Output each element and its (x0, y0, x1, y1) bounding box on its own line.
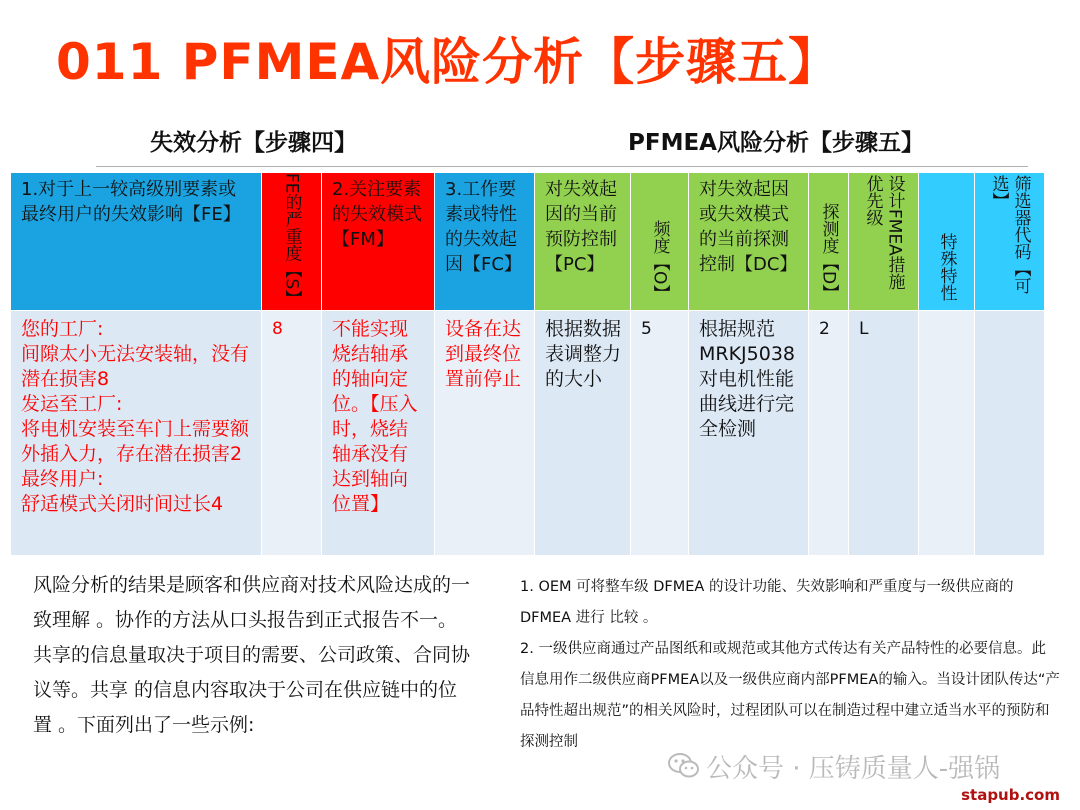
watermark (668, 748, 1000, 787)
site-label: stapub.com (961, 786, 1060, 804)
examples-text (520, 572, 1060, 758)
header-fc: 3.工作要素或特性的失效起因【FC】 (435, 173, 535, 311)
fe-line: 舒适模式关闭时间过长4 (21, 493, 224, 515)
cell-pc: 根据数据表调整力的大小 (535, 311, 631, 556)
header-priority (849, 173, 919, 311)
watermark-text: 公众号 · 压铸质量人-强锅 (706, 754, 1001, 784)
wechat-icon (668, 752, 700, 787)
header-fe: 1.对于上一较高级别要素或最终用户的失效影响【FE】 (11, 173, 262, 311)
fe-line: 最终用户: (21, 468, 104, 490)
header-severity-label: FE的严重度【S】 (281, 173, 302, 307)
header-occurrence (631, 173, 689, 311)
header-detection-label: 探测度【D】 (818, 202, 839, 301)
header-filter (975, 173, 1045, 311)
cell-occurrence: 5 (631, 311, 689, 556)
example-1: 1. OEM 可将整车级 DFMEA 的设计功能、失效影响和严重度与一级供应商的 DFMEA 进行 比较 。 (520, 579, 1014, 626)
header-special-label: 特殊特性 (936, 233, 957, 301)
header-priority-label: 设计FMEA措施优先级 (862, 175, 905, 290)
header-occurrence-label: 频度【O】 (649, 219, 670, 301)
header-dc: 对失效起因或失效模式的当前探测控制【DC】 (689, 173, 809, 311)
risk-analysis-heading: PFMEA风险分析【步骤五】 (628, 130, 924, 156)
cell-dc: 根据规范MRKJ5038对电机性能曲线进行完全检测 (689, 311, 809, 556)
fe-line: 将电机安装至车门上需要额外插入力，存在潜在损害2 (21, 418, 250, 465)
cell-fc: 设备在达到最终位置前停止 (435, 311, 535, 556)
table-row (11, 311, 1045, 556)
heading-divider (96, 166, 1028, 167)
pfmea-table (10, 172, 1045, 556)
header-special (919, 173, 975, 311)
header-severity (262, 173, 322, 311)
cell-fm: 不能实现烧结轴承的轴向定位。【压入时，烧结轴承没有达到轴向位置】 (322, 311, 435, 556)
example-2: 2. 一级供应商通过产品图纸和或规范或其他方式传达有关产品特性的必要信息。此信息用作二级供应商PFMEA以及一级供应商内部PFMEA的输入。当设计团队传达“产品特性超出规范”的相关风险时，过程团队可以在制造过程中建立适当水平的预防和探测控制 (520, 641, 1060, 750)
failure-analysis-heading: 失效分析【步骤四】 (150, 130, 357, 156)
cell-special (919, 311, 975, 556)
page-title: 011 PFMEA风险分析【步骤五】 (56, 33, 840, 91)
fe-line: 发运至工厂: (21, 393, 123, 415)
cell-fe (11, 311, 262, 556)
cell-detection: 2 (809, 311, 849, 556)
header-pc: 对失效起因的当前预防控制【PC】 (535, 173, 631, 311)
header-fm: 2.关注要素的失效模式【FM】 (322, 173, 435, 311)
header-detection (809, 173, 849, 311)
cell-priority: L (849, 311, 919, 556)
table-header-row (11, 173, 1045, 311)
risk-summary-text: 风险分析的结果是顾客和供应商对技术风险达成的一致理解 。协作的方法从口头报告到正式报告不一。共享的信息量取决于项目的需要、公司政策、合同协议等。共享 的信息内容取决于公司在供应链中的位置 。下面列出了一些示例: (33, 574, 471, 736)
fe-line: 间隙太小无法安装轴，没有潜在损害8 (21, 343, 250, 390)
fe-line: 您的工厂: (21, 318, 104, 340)
header-filter-label: 筛选器代码【可选】 (988, 175, 1031, 294)
cell-filter (975, 311, 1045, 556)
cell-severity: 8 (262, 311, 322, 556)
